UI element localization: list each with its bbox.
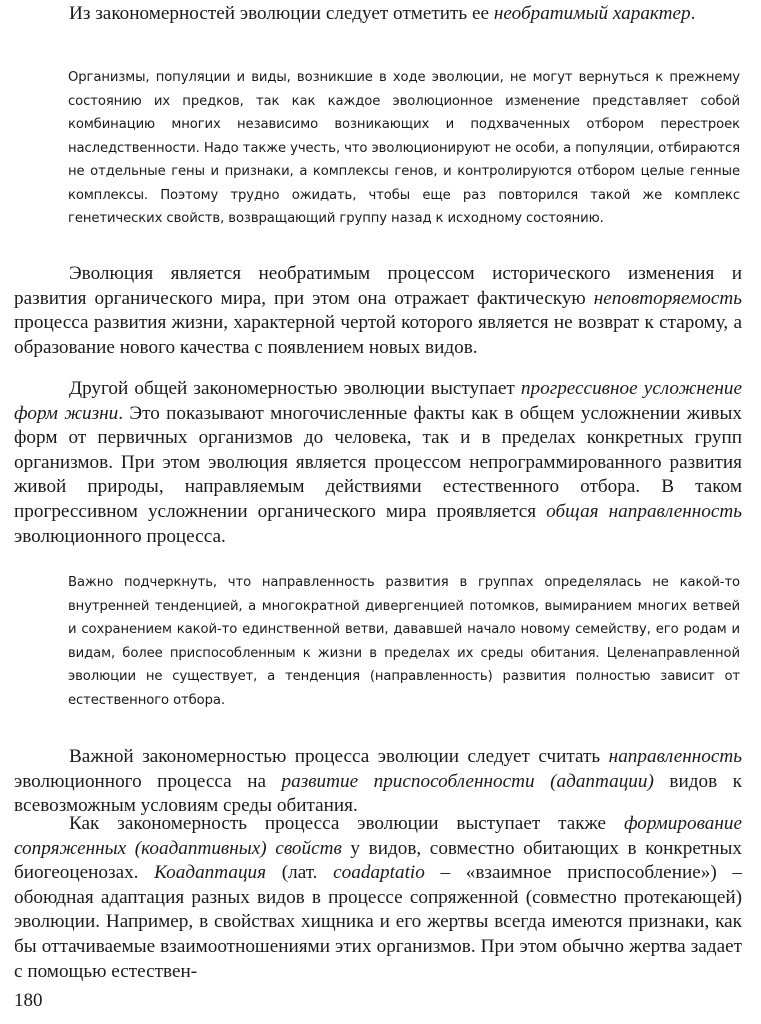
paragraph-adaptation: Важной закономерностью процесса эволюции следует считать направленность эволюционного процесса на развитие приспособленности (адаптации) видов к всевозможным условиям среды обитания. bbox=[14, 746, 742, 817]
term-irreversible-character: необратимый характер bbox=[493, 3, 691, 24]
page-number: 180 bbox=[14, 990, 43, 1011]
paragraph-irreversibility: Из закономерностей эволюции следует отметить ее необратимый характер. bbox=[69, 3, 696, 24]
term-coadaptation: Коадаптация bbox=[154, 862, 267, 884]
paragraph-coadaptation: Как закономерность процесса эволюции выступает также формирование сопряженных (коадаптивных) свойств у видов, совместно обитающих в конкретных биогеоценозах. Коадаптация (лат. coadaptatio – «взаимное приспособление») – обоюдная адаптация разных видов в процессе сопряженной (совместно протекающей) эволюции. Например, в свойствах хищника и его жертвы всегда имеются признаки, как бы оттачиваемые взаимоотношениями этих организмов. При этом обычно жертва задает с помощью естествен- bbox=[14, 813, 743, 982]
note-box-ancestors: Организмы, популяции и виды, возникшие в ходе эволюции, не могут вернуться к прежнему состоянию их предков, так как каждое эволюционное изменение представляет собой комбинацию многих независимо возникающих и подхваченных отбором перестроек наследственности. Надо также учесть, что эволюционируют не особи, а популяции, отбираются не отдельные гены и признаки, а комплексы генов, и контролируются отбором целые генные комплексы. Поэтому трудно ожидать, чтобы еще раз повторился такой же комплекс генетических свойств, возвращающий группу назад к исходному состоянию. bbox=[68, 70, 740, 226]
paragraph-evolution-irreversible: Эволюция является необратимым процессом исторического изменения и развития органического мира, при этом она отражает фактическую неповторяемость процесса развития жизни, характерной чертой которого является не возврат к старому, а образование нового качества с появлением новых видов. bbox=[14, 263, 742, 358]
term-progressive-complication: прогрессивное усложнение форм жизни bbox=[14, 378, 742, 424]
note-box-direction: Важно подчеркнуть, что направленность развития в группах определялась не какой-то внутренней тенденцией, а многократной дивергенцией потомков, вымиранием многих ветвей и сохранением какой-то единственной ветви, дававшей начало новому семейству, его родам и видам, более приспособленным к жизни в пределах их среды обитания. Целенаправленной эволюции не существует, а тенденция (направленность) развития полностью зависит от естественного отбора. bbox=[68, 575, 740, 708]
term-unrepeatability: неповторяемость bbox=[593, 287, 742, 309]
term-general-direction: общая направленность bbox=[546, 500, 742, 522]
term-adaptation-development: развитие приспособленности (адаптации) bbox=[281, 770, 654, 792]
term-coadaptatio-latin: coadaptatio bbox=[333, 862, 425, 884]
term-direction: направленность bbox=[608, 746, 742, 767]
term-coadaptive-properties: формирование сопряженных (коадаптивных) свойств bbox=[14, 813, 742, 859]
paragraph-progressive-complication: Другой общей закономерностью эволюции выступает прогрессивное усложнение форм жизни. Это показывают многочисленные факты как в общем усложнении живых форм от первичных организмов до человека, так и в пределах конкретных групп организмов. При этом эволюция является процессом непрограммированного развития живой природы, направляемым действиями естественного отбора. В таком прогрессивном усложнении органического мира проявляется общая направленность эволюционного процесса. bbox=[14, 378, 742, 547]
